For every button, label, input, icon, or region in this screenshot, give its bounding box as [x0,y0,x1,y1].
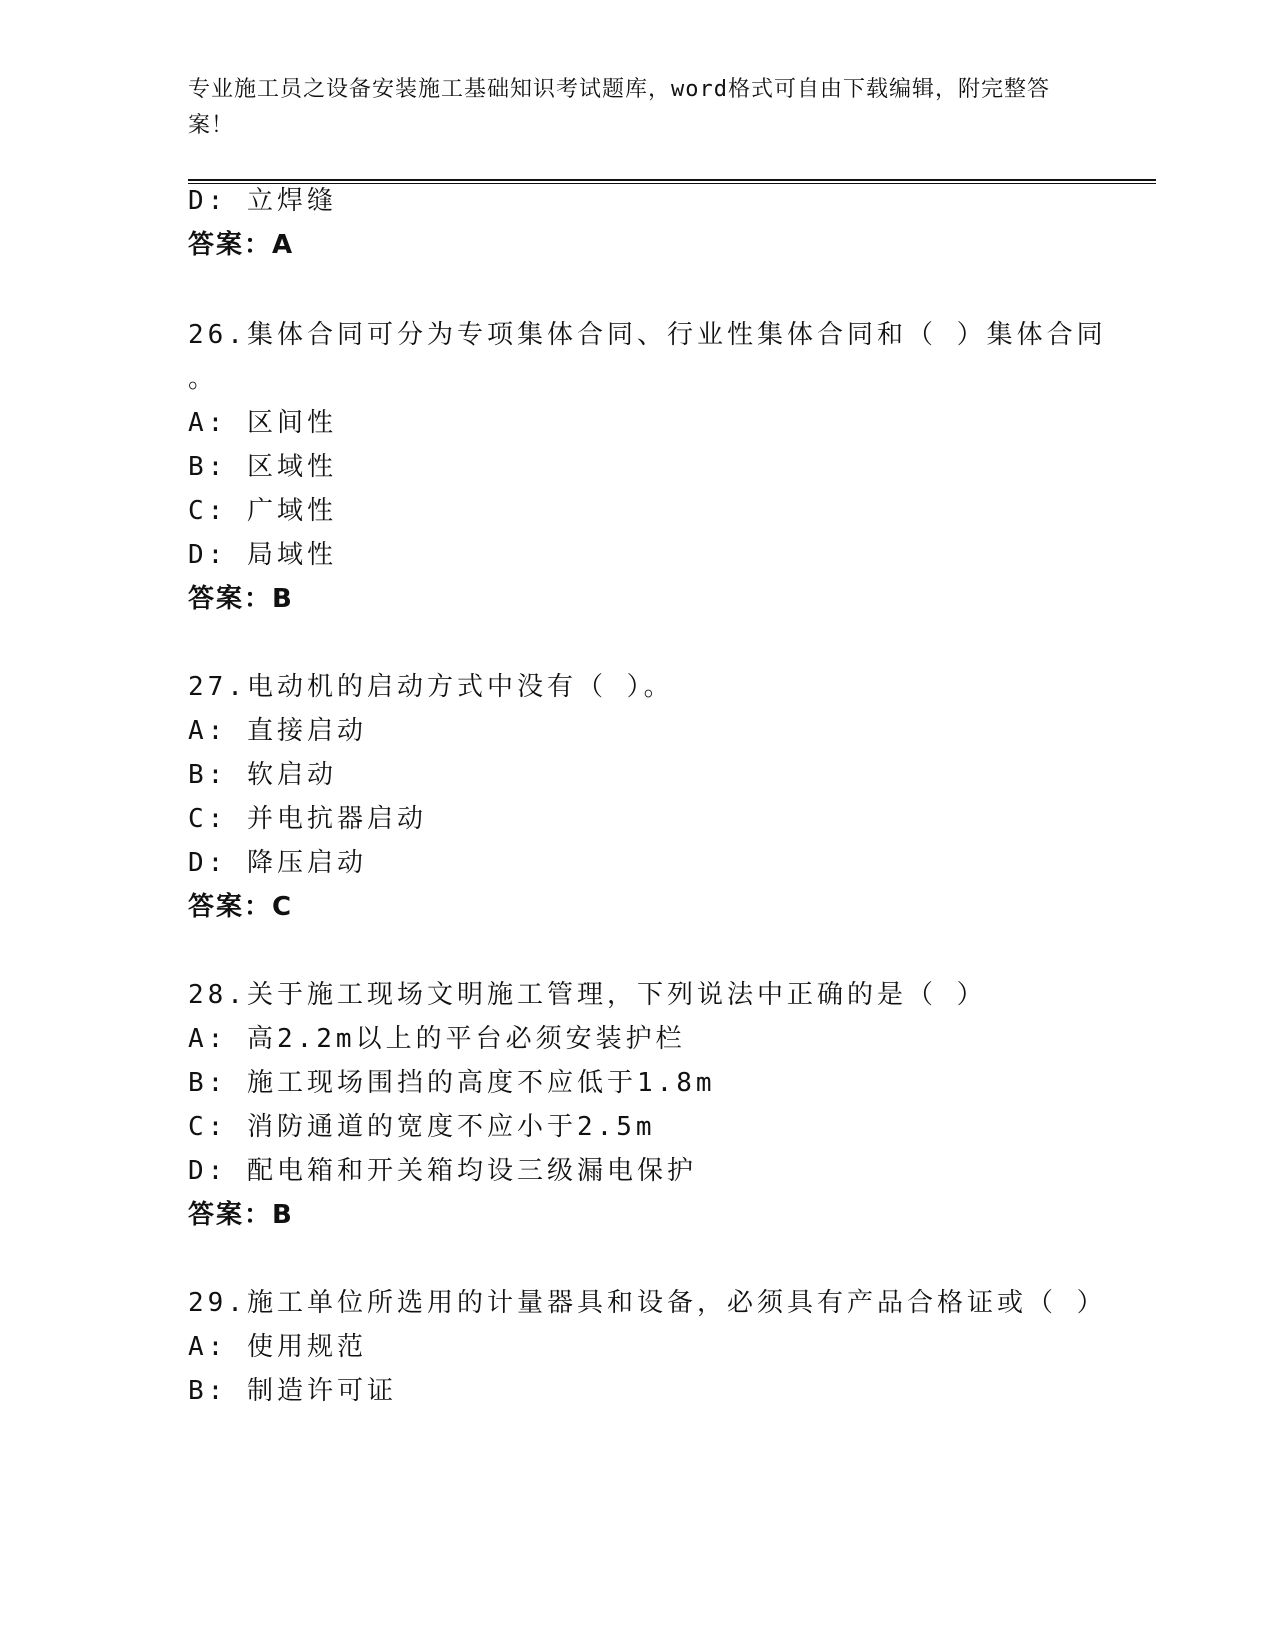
option-line: C: 并电抗器启动 [188,804,427,834]
question-line: 27.电动机的启动方式中没有（ ）。 [188,672,674,702]
option-line: A: 使用规范 [188,1332,367,1362]
question-line: 。 [188,364,219,394]
answer-line: 答案：B [188,1200,294,1230]
option-line: B: 区域性 [188,452,337,482]
option-line: B: 软启动 [188,760,337,790]
page-header: 专业施工员之设备安装施工基础知识考试题库，word格式可自由下载编辑，附完整答案！ [188,77,1050,138]
option-line: A: 区间性 [188,408,337,438]
option-line: C: 消防通道的宽度不应小于2.5m [188,1112,656,1142]
option-line: D: 降压启动 [188,848,367,878]
option-line: B: 制造许可证 [188,1376,397,1406]
answer-line: 答案：C [188,892,294,922]
option-line: D: 局域性 [188,540,337,570]
option-line: D: 立焊缝 [188,186,337,216]
option-line: C: 广域性 [188,496,337,526]
option-line: B: 施工现场围挡的高度不应低于1.8m [188,1068,716,1098]
answer-line: 答案：A [188,230,295,260]
question-line: 29.施工单位所选用的计量器具和设备，必须具有产品合格证或（ ） [188,1288,1107,1318]
option-line: D: 配电箱和开关箱均设三级漏电保护 [188,1156,697,1186]
option-line: A: 直接启动 [188,716,367,746]
header-divider [188,179,1156,181]
question-line: 28.关于施工现场文明施工管理，下列说法中正确的是（ ） [188,980,987,1010]
question-line: 26.集体合同可分为专项集体合同、行业性集体合同和（ ）集体合同 [188,320,1107,350]
option-line: A: 高2.2m以上的平台必须安装护栏 [188,1024,686,1054]
answer-line: 答案：B [188,584,294,614]
